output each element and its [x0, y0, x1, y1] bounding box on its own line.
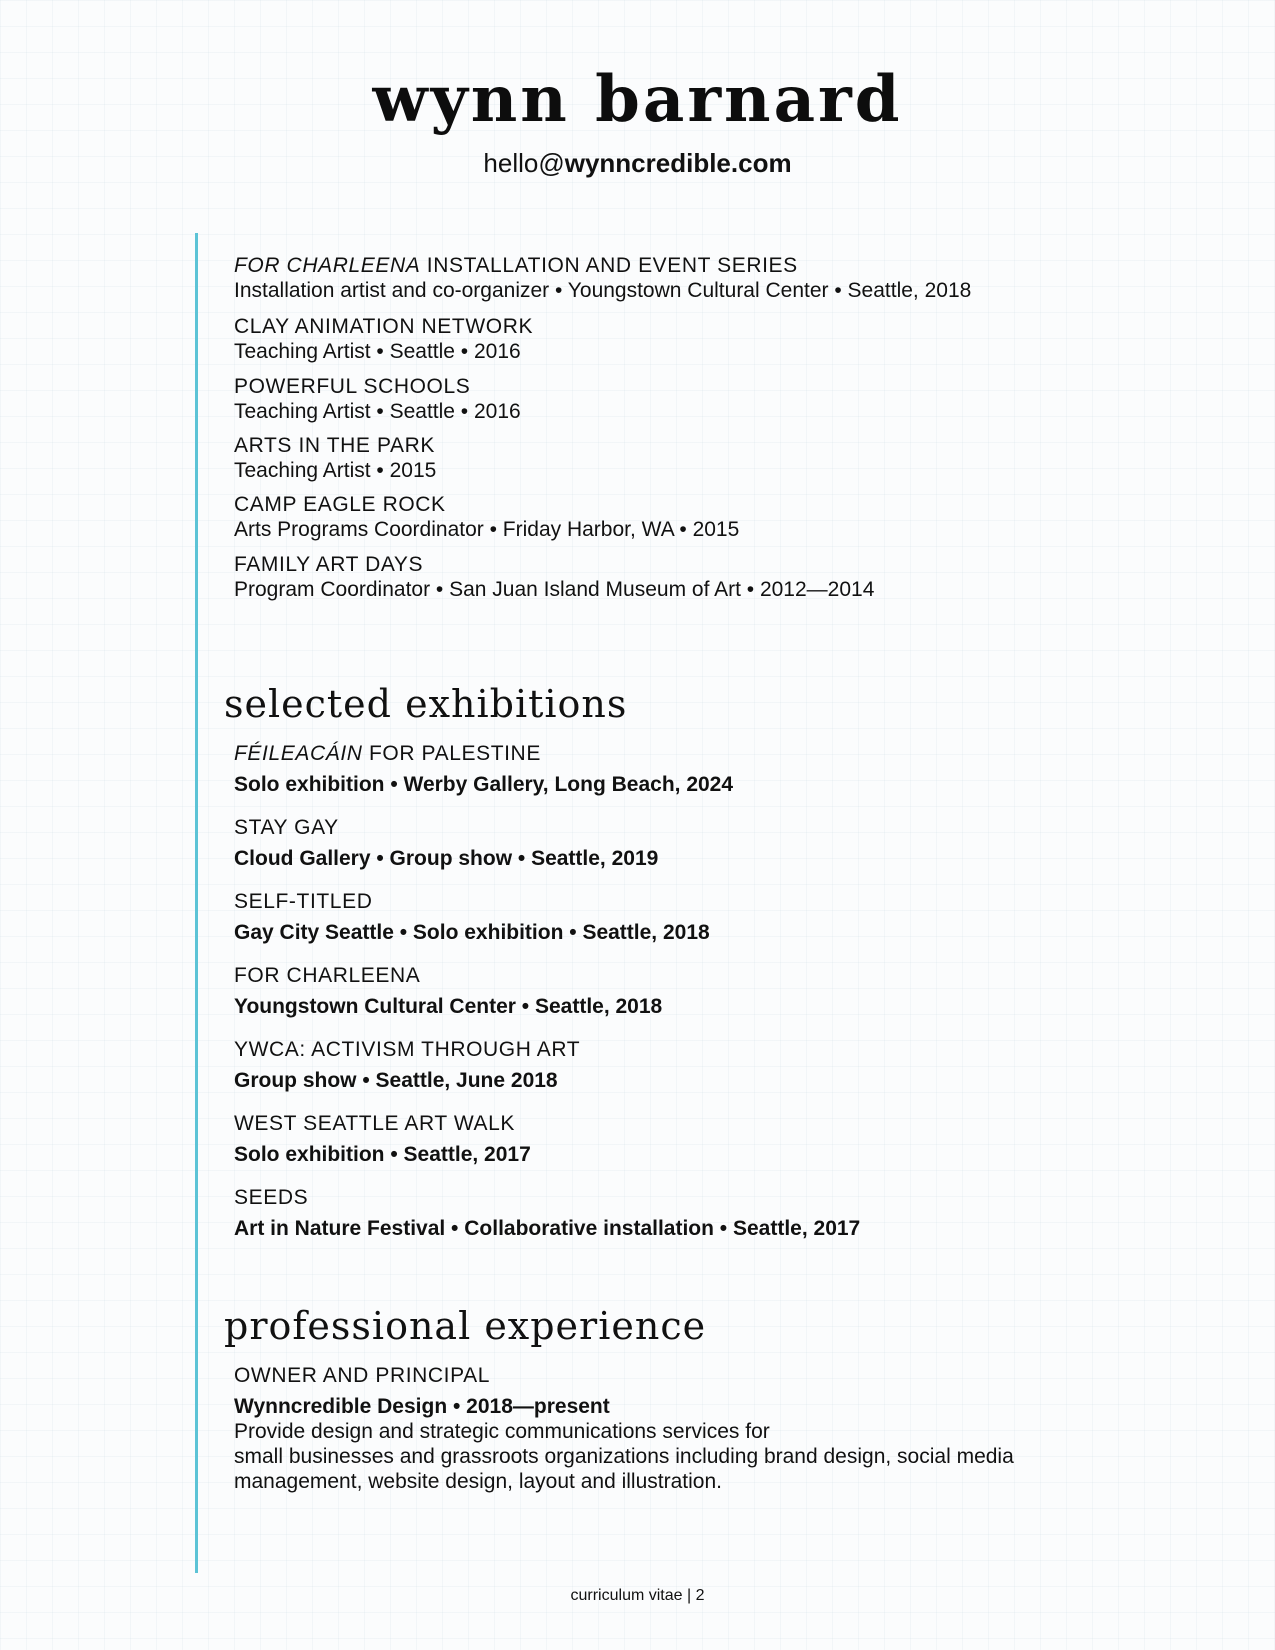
section-heading-professional: professional experience — [224, 1304, 707, 1348]
exhibition-detail: Cloud Gallery • Group show • Seattle, 2019 — [234, 847, 659, 870]
professional-company: Wynncredible Design • 2018—present — [234, 1395, 610, 1418]
exhibition-detail: Art in Nature Festival • Collaborative installation • Seattle, 2017 — [234, 1217, 861, 1240]
exhibition-title: STAY GAY — [234, 816, 339, 839]
entry-detail: Arts Programs Coordinator • Friday Harbor, WA • 2015 — [234, 518, 740, 541]
teaching-entry — [234, 314, 533, 364]
entry-detail: Teaching Artist • 2015 — [234, 459, 437, 482]
entry-detail: Installation artist and co-organizer • Youngstown Cultural Center • Seattle, 2018 — [234, 279, 972, 302]
exhibition-entry — [234, 1111, 531, 1167]
email-address[interactable] — [0, 146, 1275, 180]
entry-detail: Teaching Artist • Seattle • 2016 — [234, 340, 521, 363]
professional-title: OWNER AND PRINCIPAL — [234, 1364, 491, 1387]
teaching-entry — [234, 253, 971, 303]
professional-description-line: management, website design, layout and illustration. — [234, 1470, 722, 1493]
teaching-entry — [234, 433, 436, 483]
exhibition-entry — [234, 963, 662, 1019]
professional-entry — [234, 1363, 1014, 1494]
exhibition-entry — [234, 1185, 860, 1241]
professional-description-line: Provide design and strategic communications services for — [234, 1420, 770, 1443]
entry-title: FOR CHARLEENA INSTALLATION AND EVENT SERIES — [234, 254, 798, 277]
entry-title: ARTS IN THE PARK — [234, 434, 435, 457]
section-heading-exhibitions: selected exhibitions — [224, 682, 628, 726]
entry-title: POWERFUL SCHOOLS — [234, 375, 471, 398]
exhibition-title: FOR CHARLEENA — [234, 964, 421, 987]
exhibition-title: FÉILEACÁIN FOR PALESTINE — [234, 742, 541, 765]
email-domain: wynncredible.com — [564, 148, 792, 178]
teaching-entry — [234, 552, 874, 602]
entry-detail: Program Coordinator • San Juan Island Museum of Art • 2012—2014 — [234, 578, 875, 601]
teaching-entry — [234, 374, 521, 424]
exhibition-detail: Solo exhibition • Werby Gallery, Long Beach, 2024 — [234, 773, 734, 796]
exhibition-detail: Gay City Seattle • Solo exhibition • Seattle, 2018 — [234, 921, 710, 944]
email-user: hello@ — [483, 148, 565, 178]
exhibition-detail: Youngstown Cultural Center • Seattle, 2018 — [234, 995, 663, 1018]
accent-vertical-rule — [195, 233, 198, 1573]
teaching-entry — [234, 492, 739, 542]
exhibition-detail: Group show • Seattle, June 2018 — [234, 1069, 558, 1092]
person-name: wynn barnard — [372, 62, 903, 137]
exhibition-title: YWCA: ACTIVISM THROUGH ART — [234, 1038, 581, 1061]
exhibition-entry — [234, 889, 710, 945]
page-footer: curriculum vitae | 2 — [570, 1587, 705, 1604]
exhibition-detail: Solo exhibition • Seattle, 2017 — [234, 1143, 531, 1166]
entry-title: FAMILY ART DAYS — [234, 553, 424, 576]
professional-description-line: small businesses and grassroots organizations including brand design, social media — [234, 1445, 1014, 1468]
entry-detail: Teaching Artist • Seattle • 2016 — [234, 400, 521, 423]
exhibition-title: WEST SEATTLE ART WALK — [234, 1112, 516, 1135]
cv-header — [0, 56, 1275, 180]
entry-title: CLAY ANIMATION NETWORK — [234, 315, 534, 338]
exhibition-entry — [234, 815, 658, 871]
exhibition-title: SEEDS — [234, 1186, 309, 1209]
exhibition-entry — [234, 1037, 580, 1093]
exhibition-entry — [234, 741, 733, 797]
exhibition-title: SELF-TITLED — [234, 890, 373, 913]
entry-title: CAMP EAGLE ROCK — [234, 493, 446, 516]
